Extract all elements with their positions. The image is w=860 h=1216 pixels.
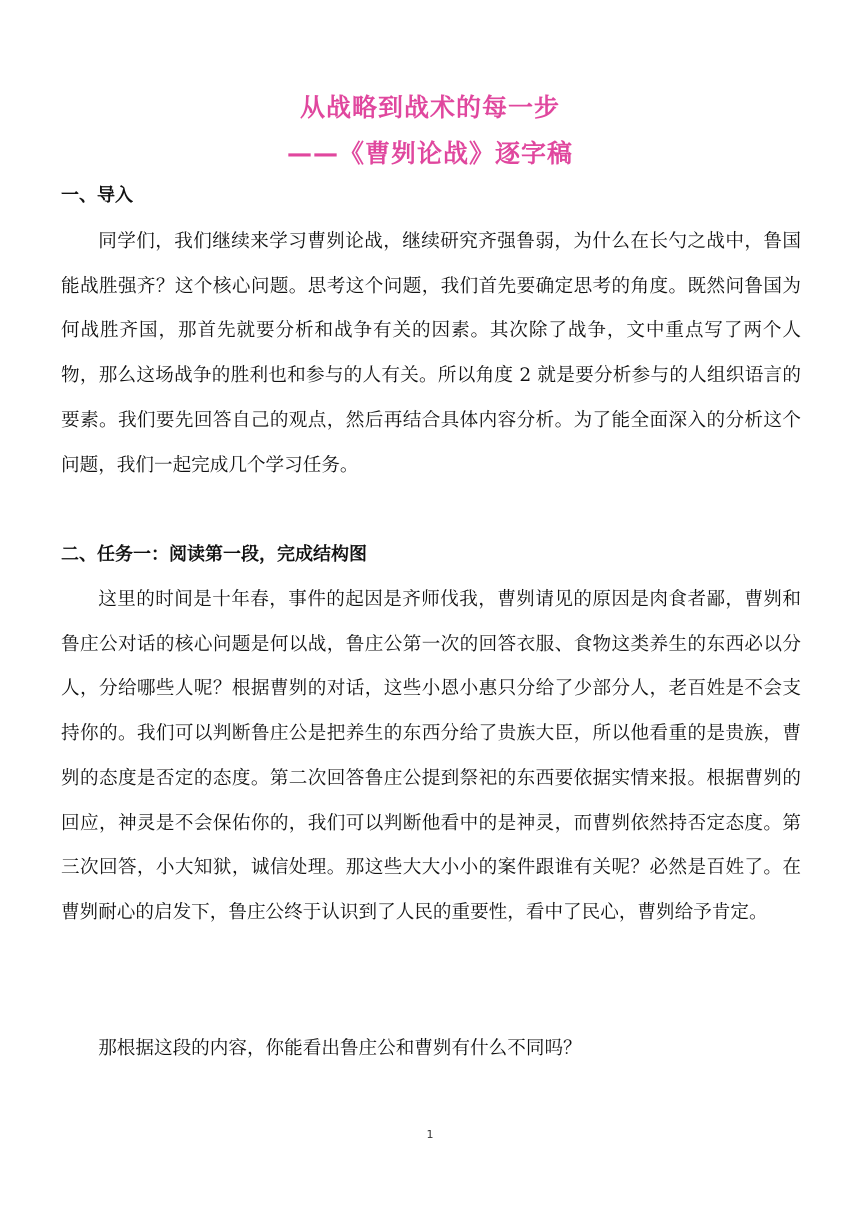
document-subtitle: ——《曹刿论战》逐字稿: [286, 139, 573, 168]
paragraph-task-one-question: 那根据这段的内容，你能看出鲁庄公和曹刿有什么不同吗？: [98, 1038, 582, 1059]
paragraph-task-one-body: 这里的时间是十年春，事件的起因是齐师伐我，曹刿请见的原因是肉食者鄙，曹刿和鲁庄公对话的核心问题是何以战，鲁庄公第一次的回答衣服、食物这类养生的东西必以分人，分给哪些人呢？根据曹刿的对话，这些小恩小惠只分给了少部分人，老百姓是不会支持你的。我们可以判断鲁庄公是把养生的东西分给了贵族大臣，所以他看重的是贵族，曹刿的态度是否定的态度。第二次回答鲁庄公提到祭祀的东西要依据实情来报。根据曹刿的回应，神灵是不会保佑你的，我们可以判断他看中的是神灵，而曹刿依然持否定态度。第三次回答，小大知狱，诚信处理。那这些大大小小的案件跟谁有关呢？必然是百姓了。在曹刿耐心的启发下，鲁庄公终于认识到了人民的重要性，看中了民心，曹刿给予肯定。: [61, 589, 801, 923]
paragraph-intro: 同学们，我们继续来学习曹刿论战，继续研究齐强鲁弱，为什么在长勺之战中，鲁国能战胜强齐？这个核心问题。思考这个问题，我们首先要确定思考的角度。既然问鲁国为何战胜齐国，那首先就要分析和战争有关的因素。其次除了战争，文中重点写了两个人物，那么这场战争的胜利也和参与的人有关。所以角度 2 就是要分析参与的人组织语言的要素。我们要先回答自己的观点，然后再结合具体内容分析。为了能全面深入的分析这个问题，我们一起完成几个学习任务。: [61, 231, 801, 476]
page-number: 1: [426, 1128, 434, 1141]
section-heading-intro: 一、导入: [61, 185, 133, 206]
document-title: 从战略到战术的每一步: [299, 93, 560, 122]
section-heading-task-one: 二、任务一：阅读第一段，完成结构图: [61, 544, 367, 565]
